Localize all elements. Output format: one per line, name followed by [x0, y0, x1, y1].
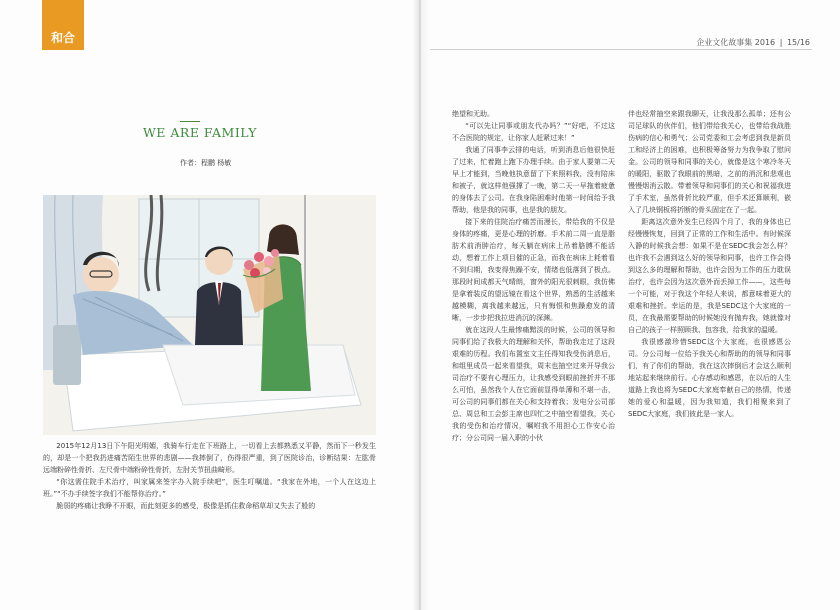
paragraph-6: 接下来的住院治疗痛苦而漫长，带给我的不仅是身体的疼痛，更是心理的折磨。手术前二周一直是脂肪术前消肿治疗，每天躺在病床上吊着胳膊不能活动，想着工作上项目催的正急，而我在病床上耗着看不到归期，我变得焦躁不安，情绪也低落到了极点。那段时间成都天气晴朗，窗外的阳光很刺眼，我仿佛是拿着装反的望远镜在看这个世界，熟悉的生活越来越模糊，离我越来越远，只有悔恨和焦躁愈发的清晰，一步步把我拉进消沉的深渊。 — [452, 218, 615, 322]
paragraph-4: “可以先让同事或朋友代办吗？”“好吧，不过这不合医院的规定，让你家人赶紧过来！” — [452, 122, 615, 142]
paragraph-8: 距离这次意外发生已经四个月了，我的身体也已经慢慢恢复，回到了正常的工作和生活中。有时候深入静的时候我会想：如果不是在SEDC我会怎么样？也许我不会遇到这么好的领导和同事，也许工作会得到这么多的理解和帮助，也许会因为工作的压力耽误治疗，也许会因为这次意外而丢掉工作——，这些每一个可能，对于我这个年轻人来说，都意味着更大的艰难和挫折。幸运的是，我是SEDC这个大家庭的一员，在我最需要帮助的时候她没有抛弃我，她就像对自己的孩子一样照顾我、包容我，给我家的温暖。 — [628, 218, 791, 334]
folio-separator: | — [779, 38, 783, 47]
body-text-left — [43, 440, 376, 512]
paragraph-continued: 绝望和无助。 — [452, 110, 494, 118]
paragraph-3: 脆弱的疼痛让我睁不开眼，而此刻更多的感受，极像是抓住救命稻草却又失去了般的 — [56, 502, 316, 510]
running-header — [694, 37, 810, 48]
paragraph-7: 就在这段人生最惨痛黯淡的时候，公司的领导和同事们给了我极大的理解和关怀，帮助我走过了这段艰难的历程。我们布置室文主任得知我受伤消息后，和组里成员一起来看望我，周末也抽空过来开导我公司治疗不要有心理压力，让我感受到眼前挫折并不那么可怕，虽然我个人在它面前显得单薄和不堪一击，可公司的同事们都在关心和支持着我；发电分公司部总、周总和工会彭主席也四忙之中抽空看望我，关心我的受伤和治疗情况，嘱咐我不用担心工作安心治疗；分公司同一届入职的小伙 — [452, 326, 615, 442]
hospital-illustration — [43, 195, 376, 435]
page-numbers: 15/16 — [786, 38, 810, 47]
author-byline: 作者：程鹏 杨敏 — [180, 159, 232, 167]
body-text-middle — [452, 108, 615, 444]
title-rule — [180, 121, 200, 122]
article-title: WE ARE FAMILY — [142, 125, 258, 140]
paragraph-continued-right: 伴也经常抽空来跟我聊天，让我没那么孤单；还有公司足球队的伙伴们，他们带给我关心，也带给我战胜伤病的信心和勇气；公司党委和工会考虑到我是新员工和经济上的困难，也积极筹备努力为我争取了慰问金。公司的领导和同事的关心，就像是这个寒冷冬天的暖阳，驱散了我眼前的黑暗，之前的消沉和悲观也慢慢烟消云散。带着领导和同事们的关心和祝福我进了手术室，虽然骨折比较严重，但手术还算顺利，嵌入了几块钢板将折断的骨头固定在了一起。 — [628, 110, 791, 214]
publication-name: 企业文化故事集 2016 — [696, 38, 776, 47]
section-tab: 和合 — [42, 0, 84, 50]
body-text-right — [628, 108, 791, 420]
paragraph-5: 我通了同事李云排的电话，听到消息后他很快赶了过来，忙着跑上跑下办理手续。由于家人要第二天早上才能到，当晚他执意留了下来照料我，没有陪床和被子，就这样他强撑了一晚，第二天一早拖着疲惫的身体去了公司。在我身陷困难时他第一时间给予我帮助，他是我的同事，也是我的朋友。 — [452, 146, 615, 214]
page-gutter — [412, 0, 430, 610]
paragraph-1: 2015年12月13日下午阳光明媚，我骑车行走在下班路上，一切看上去都熟悉又平静，然而下一秒发生的，却是一个把我扔进痛苦陌生世界的悲剧——我摔倒了，伤得很严重，到了医院诊治，诊断结果：左肱骨远端粉碎性骨折、左尺骨中端粉碎性骨折，左肘关节扭曲畸形。 — [43, 442, 376, 474]
paragraph-9: 我很感激珍惜SEDC这个大家庭，也很感恩公司。分公司每一位给予我关心和帮助的的领导和同事们，有了你们的帮助，我在这次摔倒后才会这么顺利地站起来继续前行。心存感动和感恩，在以后的人生道路上我也将为SEDC大家庭奉献自己的热情，传递她的爱心和温暖，因为我知道，我们相聚来到了SEDC大家庭，我们彼此是一家人。 — [628, 338, 791, 418]
paragraph-2: “你这需住院手术治疗，叫家属来签字办入院手续吧”，医生叮嘱道。“我家在外地，一个人在这边上班。”“不办手续签字我们不能帮你治疗。” — [43, 478, 376, 498]
header-rule — [430, 49, 812, 50]
